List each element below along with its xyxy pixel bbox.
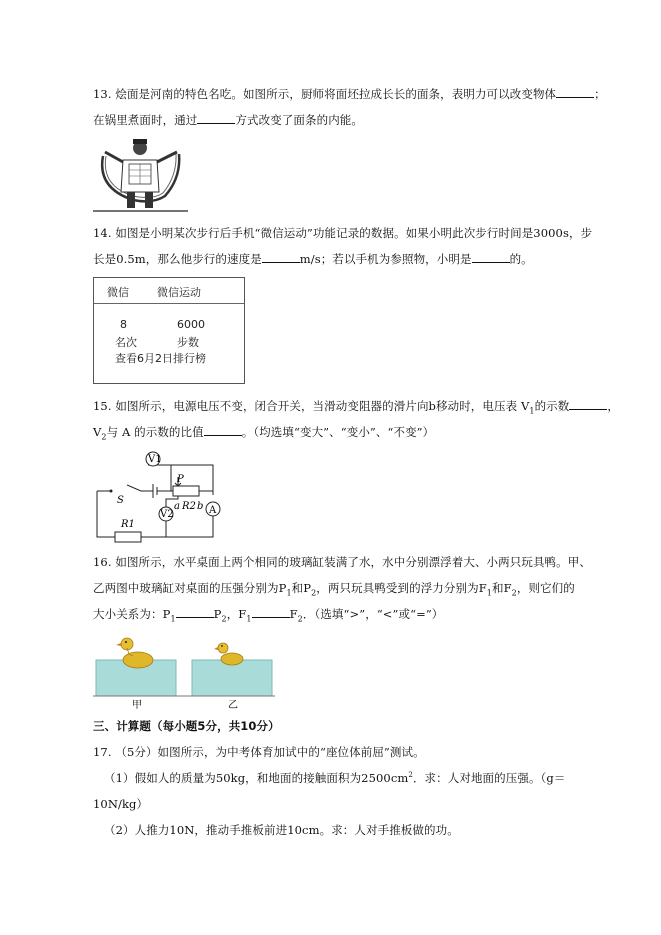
answer-blank: [197, 112, 235, 124]
answer-blank: [262, 251, 300, 263]
steps-label: 步数: [177, 336, 199, 349]
answer-blank: [176, 606, 214, 618]
svg-text:R1: R1: [121, 519, 135, 530]
q13-line2: 在锅里煮面时，通过 方式改变了面条的内能。: [93, 113, 364, 127]
switch-contact: [110, 490, 113, 493]
q17-line4: （2）人推力10N，推动手推板前进10cm。求：人对手推板做的功。: [104, 823, 459, 837]
tank-right: [192, 660, 272, 696]
circuit-diagram: [93, 449, 233, 544]
q15-line2: $V_2$与 A 的示数的比值 。（均选填“变大”、“变小”、“不变”）: [93, 425, 435, 442]
q14-line1: 14. 如图是小明某次步行后手机“微信运动”功能记录的数据。如果小明此次步行时间是3000s，步: [93, 226, 593, 240]
ducks-in-tanks-figure: [93, 630, 275, 710]
svg-text:P: P: [177, 474, 184, 485]
q16-line2: 乙两图中玻璃缸对桌面的压强分别为$P_1$和$P_2$，两只玩具鸭受到的浮力分别为$F_1$和$F_2$，则它们的: [93, 581, 575, 598]
q13-line1: 13. 烩面是河南的特色名吃。如图所示，厨师将面坯拉成长长的面条，表明力可以改变物体 ；: [93, 87, 606, 101]
answer-blank: [204, 424, 242, 436]
rank-label: 名次: [115, 336, 137, 349]
resistor-r1: [115, 532, 141, 542]
leaderboard-link: 查看6月2日排行榜: [115, 352, 206, 365]
q16-line1: 16. 如图所示，水平桌面上两个相同的玻璃缸装满了水，水中分别漂浮着大、小两只玩具鸭。甲、: [93, 555, 591, 569]
rank-value: 8: [120, 318, 127, 331]
svg-text:V2: V2: [160, 509, 174, 520]
rheostat-r2: [173, 486, 199, 496]
answer-blank: [252, 606, 290, 618]
svg-text:V1: V1: [148, 454, 162, 465]
svg-text:A: A: [209, 505, 217, 516]
steps-value: 6000: [177, 318, 205, 331]
svg-text:S: S: [117, 495, 124, 506]
section-title: 三、计算题（每小题5分，共10分）: [93, 719, 280, 733]
svg-text:a: a: [174, 501, 180, 512]
answer-blank: [472, 251, 510, 263]
q15-line1: 15. 如图所示，电源电压不变，闭合开关，当滑动变阻器的滑片向b移动时，电压表 $V_1$的示数 ，: [93, 399, 619, 416]
q17-line1: 17. （5分）如图所示，为中考体育加试中的“座位体前屈”测试。: [93, 745, 425, 759]
q17-line2: （1）假如人的质量为50kg，和地面的接触面积为$2500cm^2$．求：人对地面的压强。（g＝: [104, 771, 566, 785]
svg-text:乙: 乙: [228, 700, 238, 710]
header-wechat-sport: 微信运动: [157, 286, 201, 299]
svg-text:甲: 甲: [132, 700, 142, 710]
q17-line3: 10N/kg）: [93, 797, 149, 811]
chef-stretching-noodles-figure: [93, 138, 188, 214]
q14-line2: 长是0.5m，那么他步行的速度是 m/s；若以手机为参照物，小明是 的。: [93, 252, 533, 266]
svg-text:b: b: [197, 501, 204, 512]
wechat-sport-screenshot: [93, 277, 245, 384]
svg-text:R2: R2: [182, 501, 196, 512]
answer-blank: [569, 398, 607, 410]
answer-blank: [556, 86, 594, 98]
q16-line3: 大小关系为：$P_1$ $P_2$，$F_1$ $F_2$．（选填“>”，“<”或“=”）: [93, 607, 444, 624]
header-wechat: 微信: [107, 286, 129, 299]
